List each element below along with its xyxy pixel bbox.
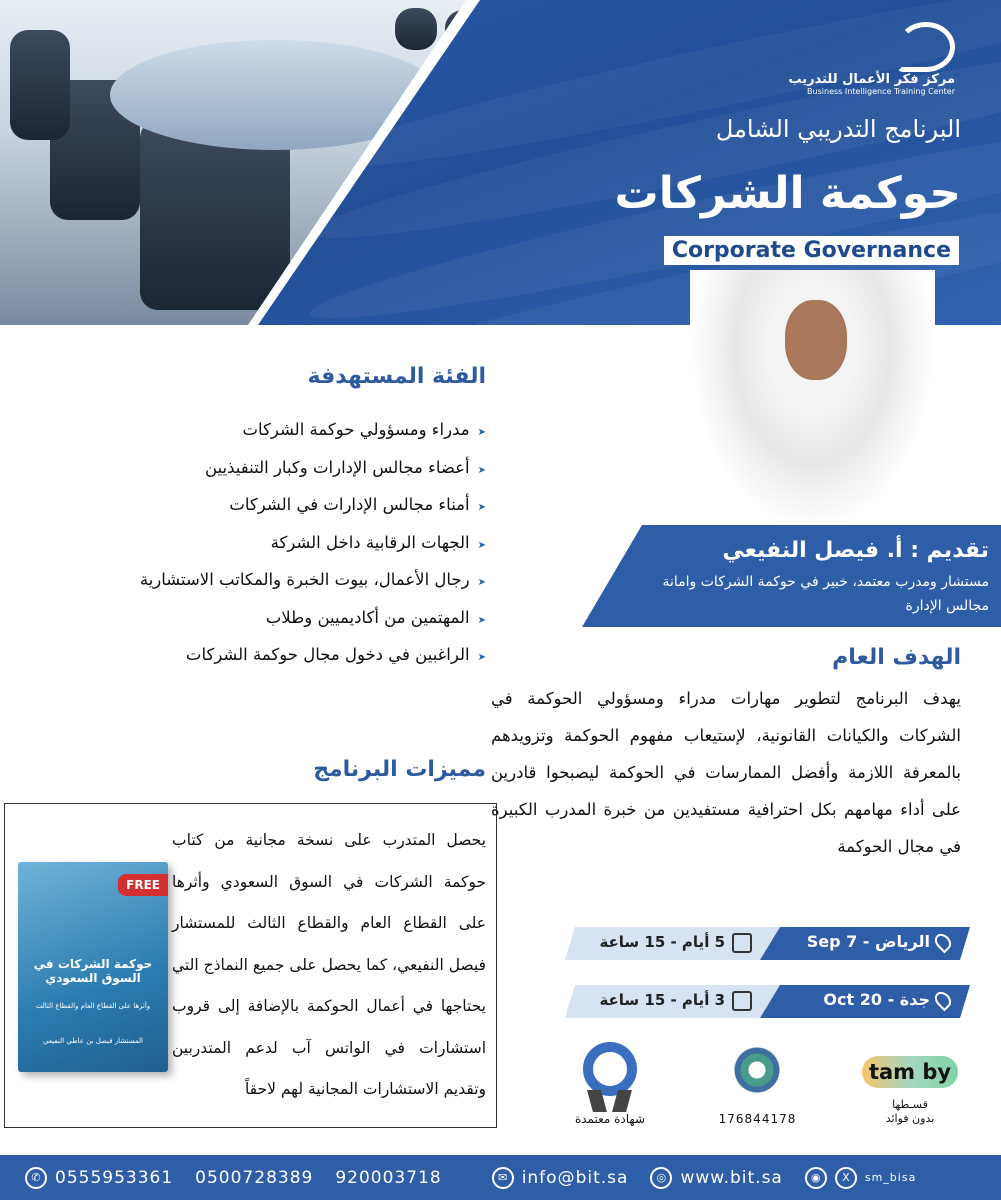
phone-1[interactable]: 0555953361 xyxy=(55,1167,174,1188)
tamby-line2: بدون فوائد xyxy=(885,1112,935,1125)
list-item: ➤مدراء ومسؤولي حوكمة الشركات xyxy=(242,420,486,439)
calendar-icon xyxy=(732,933,752,953)
goal-heading: الهدف العام xyxy=(832,645,961,670)
bullet-icon: ➤ xyxy=(477,502,486,513)
globe-icon: ◎ xyxy=(650,1167,672,1189)
social-handle[interactable]: sm_bisa xyxy=(864,1171,917,1184)
certificate-label: شهادة معتمدة xyxy=(574,1112,646,1126)
x-icon[interactable]: X xyxy=(835,1167,857,1189)
calendar-icon xyxy=(732,991,752,1011)
book-cover xyxy=(18,862,168,1072)
speaker-name: تقديم : أ. فيصل النفيعي xyxy=(722,538,989,563)
session-riyadh xyxy=(565,927,970,960)
book-author: المستشار فيصل بن عاطي النفيعي xyxy=(42,1037,144,1045)
bullet-icon: ➤ xyxy=(477,464,486,476)
logo-icon xyxy=(897,22,955,72)
logo xyxy=(788,22,955,96)
list-item: ➤رجال الأعمال، بيوت الخبرة والمكاتب الاستشارية xyxy=(139,570,486,589)
list-item: ➤الجهات الرقابية داخل الشركة xyxy=(270,532,486,552)
session-city-date: جدة - 20 Oct xyxy=(823,990,930,1009)
phone-2[interactable]: 0500728389 xyxy=(195,1167,314,1188)
bullet-icon: ➤ xyxy=(477,577,486,588)
logo-arabic: مركز فكر الأعمال للتدريب xyxy=(788,72,955,87)
program-title: حوكمة الشركات xyxy=(614,168,961,219)
session-duration: 5 أيام - 15 ساعة xyxy=(599,933,725,951)
book-title: حوكمة الشركات في السوق السعودي xyxy=(33,957,153,985)
bullet-icon: ➤ xyxy=(477,427,486,438)
tvtc-number: 176844178 xyxy=(718,1112,797,1126)
target-heading: الفئة المستهدفة xyxy=(307,364,486,389)
bullet-icon: ➤ xyxy=(477,652,486,663)
list-item: ➤أعضاء مجالس الإدارات وكبار التنفيذيين xyxy=(205,457,486,477)
goal-text: يهدف البرنامج لتطوير مهارات مدراء ومسؤولي الحوكمة في الشركات والكيانات القانونية، لإستيعاب مفهوم الحوكمة وتزويدهم بالمعرفة اللازمة وأفضل الممارسات في الحوكمة ليصبحوا قادرين على أداء مهامهم بكل احترافية مستفيدين من خبرة المدرب الكبيرة في مجال الحوكمة xyxy=(491,689,961,856)
session-duration: 3 أيام - 15 ساعة xyxy=(599,991,725,1009)
phone-icon: ✆ xyxy=(25,1167,47,1189)
english-title: Corporate Governance xyxy=(664,236,959,265)
program-subtitle: البرنامج التدريبي الشامل xyxy=(715,115,961,143)
speaker-face xyxy=(785,300,847,380)
session-city-date: الرياض - 7 Sep xyxy=(806,932,930,951)
bullet-icon: ➤ xyxy=(477,539,486,551)
certificate-badge-icon xyxy=(583,1042,637,1096)
features-heading: مميزات البرنامج xyxy=(313,757,486,782)
tvtc-logo-icon xyxy=(732,1040,782,1100)
book-subtitle: وأثرها على القطاع العام والقطاع الثالث xyxy=(35,1002,151,1010)
website-link[interactable]: www.bit.sa xyxy=(680,1167,783,1188)
phone-3[interactable]: 920003718 xyxy=(335,1167,442,1188)
tamby-logo: tam by xyxy=(862,1056,958,1088)
list-item: ➤أمناء مجالس الإدارات في الشركات xyxy=(229,495,486,514)
session-jeddah xyxy=(565,985,970,1018)
email-icon: ✉ xyxy=(492,1167,514,1189)
speaker-description: مستشار ومدرب معتمد، خبير في حوكمة الشركات وامانة مجالس الإدارة xyxy=(662,574,989,614)
features-body: يحصل المتدرب على نسخة مجانية من كتاب حوكمة الشركات في السوق السعودي وأثرها على القطاع العام والقطاع الثالث للمستشار فيصل النفيعي، كما يحصل على جميع النماذج التي يحتاجها في أعمال الحوكمة بالإضافة إلى قروب استشارات في الواتس آب لدعم المتدربين وتقديم الاستشارات المجانية لهم لاحقاً xyxy=(172,831,486,1098)
target-list xyxy=(16,420,486,683)
email-link[interactable]: info@bit.sa xyxy=(521,1167,629,1188)
free-badge: FREE xyxy=(118,874,168,896)
list-item: ➤الراغبين في دخول مجال حوكمة الشركات xyxy=(185,645,486,664)
tamby-line1: قسـطها xyxy=(892,1098,928,1111)
logo-english: Business Intelligence Training Center xyxy=(807,87,955,96)
instagram-icon[interactable]: ◉ xyxy=(805,1167,827,1189)
bullet-icon: ➤ xyxy=(477,614,486,626)
list-item: ➤المهتمين من أكاديميين وطلاب xyxy=(265,607,486,627)
footer xyxy=(0,1155,1001,1200)
